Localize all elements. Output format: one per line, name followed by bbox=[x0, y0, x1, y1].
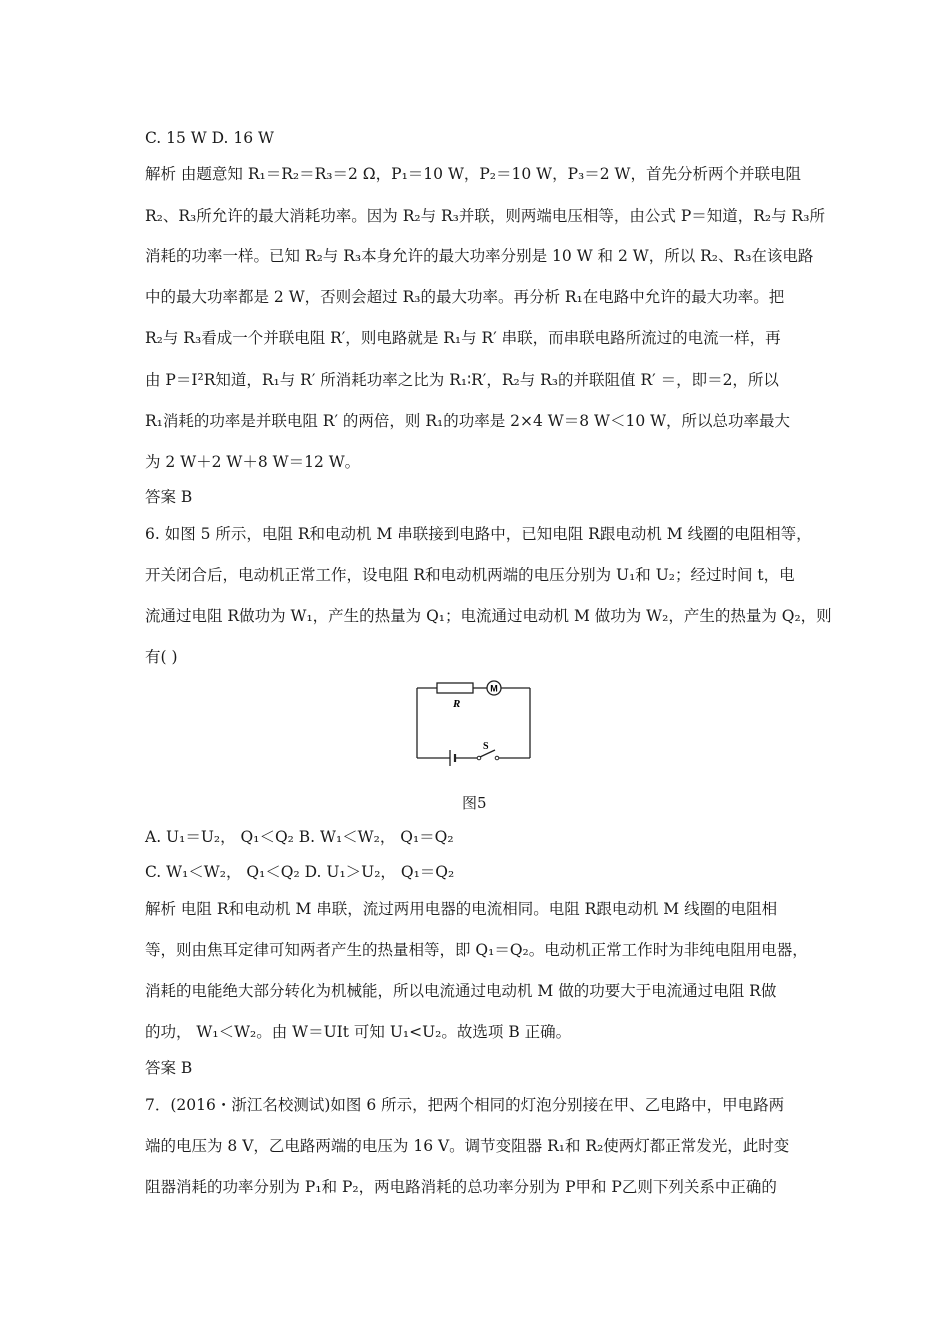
text-line: 7．(2016・浙江名校测试)如图 6 所示，把两个相同的灯泡分别接在甲、乙电路中，甲电路两 bbox=[145, 1096, 785, 1114]
text-line: 为 2 W＋2 W＋8 W＝12 W。 bbox=[145, 453, 361, 471]
text-line: 的功， W₁＜W₂。由 W＝UIt 可知 U₁<U₂。故选项 B 正确。 bbox=[145, 1023, 572, 1041]
text-line: R₂与 R₃看成一个并联电阻 R′，则电路就是 R₁与 R′ 串联，而串联电路所流过的电流一样，再 bbox=[145, 329, 781, 347]
option-line: A. U₁＝U₂， Q₁＜Q₂ B. W₁＜W₂， Q₁＝Q₂ bbox=[145, 828, 454, 846]
text-line: 阻器消耗的功率分别为 P₁和 P₂，两电路消耗的总功率分别为 P甲和 P乙则下列关系中正确的 bbox=[145, 1178, 777, 1196]
circuit-figure bbox=[415, 678, 540, 768]
resistor-label: R bbox=[453, 698, 461, 710]
text-line: 有( ) bbox=[145, 648, 178, 666]
text-line: 解析 电阻 R和电动机 M 串联，流过两用电器的电流相同。电阻 R跟电动机 M 线圈的电阻相 bbox=[145, 900, 778, 918]
text-line: 等，则由焦耳定律可知两者产生的热量相等，即 Q₁＝Q₂。电动机正常工作时为非纯电阻用电器， bbox=[145, 941, 808, 959]
text-line: C. 15 W D. 16 W bbox=[145, 129, 274, 147]
text-line: 开关闭合后，电动机正常工作，设电阻 R和电动机两端的电压分别为 U₁和 U₂；经过时间 t，电 bbox=[145, 566, 795, 584]
answer-line: 答案 B bbox=[145, 488, 193, 506]
text-line: 消耗的功率一样。已知 R₂与 R₃本身允许的最大功率分别是 10 W 和 2 W，所以 R₂、R₃在该电路 bbox=[145, 247, 814, 265]
text-line: 流通过电阻 R做功为 W₁，产生的热量为 Q₁；电流通过电动机 M 做功为 W₂，产生的热量为 Q₂，则 bbox=[145, 607, 832, 625]
motor-label: M bbox=[490, 683, 498, 694]
text-line: 6. 如图 5 所示，电阻 R和电动机 M 串联接到电路中，已知电阻 R跟电动机 M 线圈的电阻相等， bbox=[145, 525, 812, 543]
text-line: 解析 由题意知 R₁＝R₂＝R₃＝2 Ω，P₁＝10 W，P₂＝10 W，P₃＝2 W，首先分析两个并联电阻 bbox=[145, 165, 801, 183]
text-line: R₁消耗的功率是并联电阻 R′ 的两倍，则 R₁的功率是 2×4 W＝8 W＜10 W，所以总功率最大 bbox=[145, 412, 791, 430]
text-line: 消耗的电能绝大部分转化为机械能，所以电流通过电动机 M 做的功要大于电流通过电阻 R做 bbox=[145, 982, 777, 1000]
text-line: R₂、R₃所允许的最大消耗功率。因为 R₂与 R₃并联，则两端电压相等，由公式 P＝知道，R₂与 R₃所 bbox=[145, 207, 825, 225]
text-line: 端的电压为 8 V，乙电路两端的电压为 16 V。调节变阻器 R₁和 R₂使两灯都正常发光，此时变 bbox=[145, 1137, 790, 1155]
answer-line: 答案 B bbox=[145, 1059, 193, 1077]
switch-label: S bbox=[483, 741, 489, 752]
resistor-symbol bbox=[437, 683, 473, 693]
switch-symbol bbox=[495, 756, 499, 760]
text-line: 由 P＝I²R知道，R₁与 R′ 所消耗功率之比为 R₁∶R′，R₂与 R₃的并联阻值 R′ ＝，即＝2，所以 bbox=[145, 371, 779, 389]
text-line: 中的最大功率都是 2 W，否则会超过 R₃的最大功率。再分析 R₁在电路中允许的最大功率。把 bbox=[145, 288, 785, 306]
option-line: C. W₁＜W₂， Q₁＜Q₂ D. U₁＞U₂， Q₁＝Q₂ bbox=[145, 863, 455, 881]
figure-caption: 图5 bbox=[462, 794, 487, 812]
